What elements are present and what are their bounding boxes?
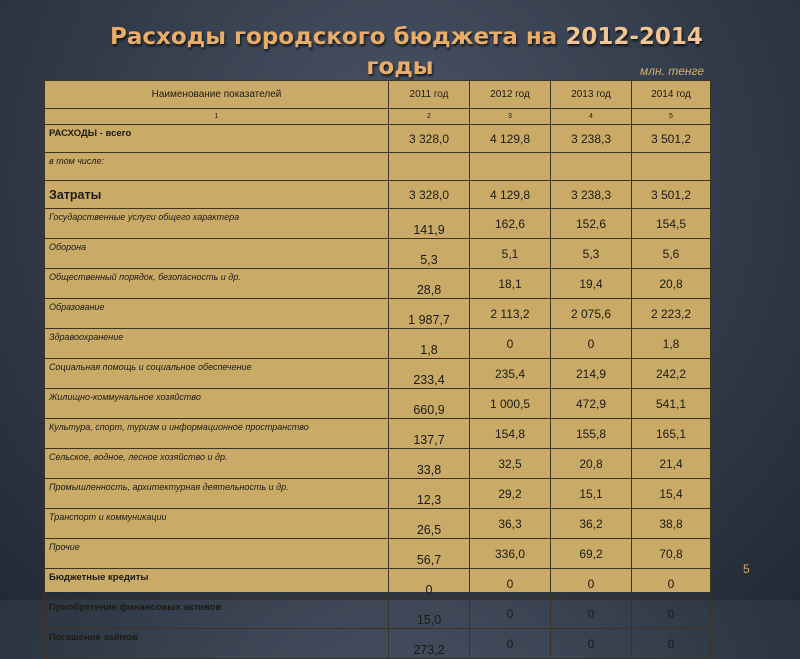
value-cell: 165,1 [632, 419, 711, 449]
value-cell: 336,0 [470, 539, 551, 569]
row-label: Погашение займов [45, 629, 389, 659]
value-cell [551, 153, 632, 181]
row-label: Культура, спорт, туризм и информационное пространство [45, 419, 389, 449]
value-cell: 154,5 [632, 209, 711, 239]
value-cell: 155,8 [551, 419, 632, 449]
value-cell: 21,4 [632, 449, 711, 479]
value-cell: 3 238,3 [551, 181, 632, 209]
row-label: Общественный порядок, безопасность и др. [45, 269, 389, 299]
column-number-cell: 1 [45, 109, 389, 125]
column-number-cell: 4 [551, 109, 632, 125]
table-header-row [45, 81, 711, 109]
value-cell: 36,3 [470, 509, 551, 539]
value-cell: 472,9 [551, 389, 632, 419]
value-cell: 69,2 [551, 539, 632, 569]
column-number-cell: 2 [389, 109, 470, 125]
value-cell: 214,9 [551, 359, 632, 389]
table-row [45, 181, 711, 209]
title-line-1 [0, 22, 800, 52]
table-row [45, 539, 711, 569]
value-cell [632, 153, 711, 181]
value-cell: 32,5 [470, 449, 551, 479]
row-label: Бюджетные кредиты [45, 569, 389, 599]
value-cell: 19,4 [551, 269, 632, 299]
value-cell: 15,1 [551, 479, 632, 509]
table-row [45, 125, 711, 153]
column-number-cell: 3 [470, 109, 551, 125]
title-text: Расходы городского бюджета на [110, 24, 566, 50]
value-cell: 5,3 [389, 239, 470, 269]
row-label: РАСХОДЫ - всего [45, 125, 389, 153]
value-cell: 33,8 [389, 449, 470, 479]
value-cell: 12,3 [389, 479, 470, 509]
table-row [45, 419, 711, 449]
table-row [45, 479, 711, 509]
header-cell: Наименование показателей [45, 81, 389, 109]
value-cell: 0 [551, 599, 632, 629]
table-row [45, 239, 711, 269]
table-row [45, 389, 711, 419]
table-row [45, 359, 711, 389]
value-cell: 2 223,2 [632, 299, 711, 329]
value-cell: 162,6 [470, 209, 551, 239]
table-row [45, 569, 711, 599]
row-label: в том числе: [45, 153, 389, 181]
value-cell [470, 153, 551, 181]
table-row [45, 209, 711, 239]
title-line-2: годы [366, 54, 434, 80]
table-row [45, 153, 711, 181]
value-cell: 29,2 [470, 479, 551, 509]
table-row [45, 629, 711, 659]
table-row [45, 329, 711, 359]
value-cell: 273,2 [389, 629, 470, 659]
value-cell: 152,6 [551, 209, 632, 239]
value-cell: 26,5 [389, 509, 470, 539]
value-cell: 20,8 [551, 449, 632, 479]
row-label: Социальная помощь и социальное обеспечение [45, 359, 389, 389]
value-cell: 235,4 [470, 359, 551, 389]
value-cell: 242,2 [632, 359, 711, 389]
column-number-row [45, 109, 711, 125]
header-cell: 2011 год [389, 81, 470, 109]
value-cell: 15,4 [632, 479, 711, 509]
value-cell: 0 [632, 569, 711, 599]
value-cell: 3 328,0 [389, 181, 470, 209]
value-cell: 0 [632, 629, 711, 659]
value-cell: 4 129,8 [470, 181, 551, 209]
row-label: Сельское, водное, лесное хозяйство и др. [45, 449, 389, 479]
budget-table [44, 80, 711, 659]
value-cell: 4 129,8 [470, 125, 551, 153]
value-cell: 5,6 [632, 239, 711, 269]
value-cell: 141,9 [389, 209, 470, 239]
table-row [45, 269, 711, 299]
value-cell: 0 [551, 569, 632, 599]
header-cell: 2014 год [632, 81, 711, 109]
row-label: Транспорт и коммуникации [45, 509, 389, 539]
table-row [45, 299, 711, 329]
value-cell: 1 987,7 [389, 299, 470, 329]
value-cell: 660,9 [389, 389, 470, 419]
row-label: Государственные услуги общего характера [45, 209, 389, 239]
value-cell: 1,8 [389, 329, 470, 359]
column-number-cell: 5 [632, 109, 711, 125]
value-cell: 233,4 [389, 359, 470, 389]
units-label: млн. тенге [640, 64, 704, 78]
row-label: Прочие [45, 539, 389, 569]
row-label: Оборона [45, 239, 389, 269]
value-cell: 2 075,6 [551, 299, 632, 329]
value-cell: 3 328,0 [389, 125, 470, 153]
budget-table-container [44, 80, 710, 657]
row-label: Здравоохранение [45, 329, 389, 359]
value-cell: 3 501,2 [632, 125, 711, 153]
value-cell: 541,1 [632, 389, 711, 419]
value-cell: 137,7 [389, 419, 470, 449]
table-row [45, 509, 711, 539]
value-cell: 20,8 [632, 269, 711, 299]
value-cell [389, 153, 470, 181]
row-label: Промышленность, архитектурная деятельность и др. [45, 479, 389, 509]
value-cell: 0 [470, 629, 551, 659]
value-cell: 1,8 [632, 329, 711, 359]
header-cell: 2013 год [551, 81, 632, 109]
title-year: 2012-2014 [565, 24, 703, 50]
value-cell: 36,2 [551, 509, 632, 539]
row-label: Образование [45, 299, 389, 329]
value-cell: 70,8 [632, 539, 711, 569]
value-cell: 18,1 [470, 269, 551, 299]
value-cell: 0 [551, 629, 632, 659]
value-cell: 0 [632, 599, 711, 629]
header-cell: 2012 год [470, 81, 551, 109]
value-cell: 28,8 [389, 269, 470, 299]
value-cell: 154,8 [470, 419, 551, 449]
value-cell: 0 [470, 569, 551, 599]
row-label: Приобретение финансовых активов [45, 599, 389, 629]
value-cell: 56,7 [389, 539, 470, 569]
value-cell: 0 [470, 599, 551, 629]
value-cell: 2 113,2 [470, 299, 551, 329]
value-cell: 0 [470, 329, 551, 359]
table-row [45, 599, 711, 629]
value-cell: 1 000,5 [470, 389, 551, 419]
value-cell: 38,8 [632, 509, 711, 539]
value-cell: 3 238,3 [551, 125, 632, 153]
value-cell: 0 [389, 569, 470, 599]
slide-number: 5 [743, 562, 750, 576]
row-label: Жилищно-коммунальное хозяйство [45, 389, 389, 419]
row-label: Затраты [45, 181, 389, 209]
value-cell: 5,1 [470, 239, 551, 269]
table-row [45, 449, 711, 479]
value-cell: 15,0 [389, 599, 470, 629]
value-cell: 5,3 [551, 239, 632, 269]
value-cell: 0 [551, 329, 632, 359]
value-cell: 3 501,2 [632, 181, 711, 209]
